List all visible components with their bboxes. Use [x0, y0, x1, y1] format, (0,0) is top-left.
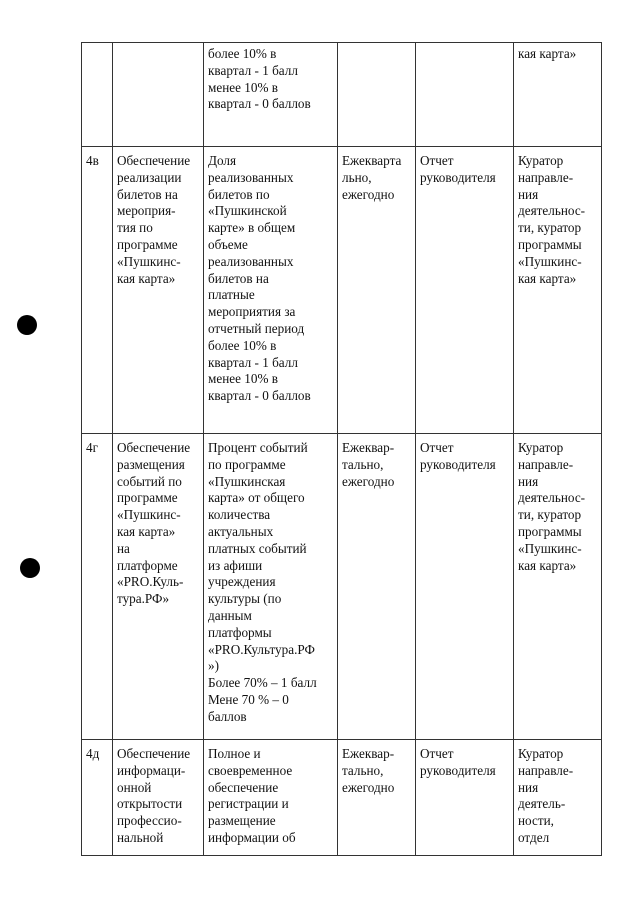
goal-cell — [113, 43, 204, 147]
cell-line: квартал - 1 балл — [208, 354, 298, 370]
cell-line: информаци- — [117, 762, 186, 778]
goal-cell — [113, 434, 204, 740]
cell-line: Куратор — [518, 440, 564, 455]
row-number-cell — [82, 43, 113, 147]
cell-line: культуры (по — [208, 591, 282, 607]
responsible-cell — [514, 434, 602, 740]
cell-line: Обеспечение — [117, 153, 191, 168]
cell-line: ния — [518, 473, 539, 489]
responsible-cell — [514, 147, 602, 434]
period-cell — [338, 740, 416, 856]
goal-cell — [113, 740, 204, 856]
report-cell — [416, 740, 514, 856]
cell-line: Отчет — [420, 746, 454, 761]
indicator-cell — [204, 43, 338, 147]
cell-line: 4в — [86, 153, 99, 168]
period-cell — [338, 43, 416, 147]
cell-line: Ежеквар- — [342, 746, 395, 761]
cell-line: карте» в общем — [208, 220, 296, 236]
cell-line: мероприятия за — [208, 304, 296, 320]
cell-line: количества — [208, 507, 271, 523]
report-cell — [416, 43, 514, 147]
cell-line: руководителя — [420, 456, 496, 472]
punch-hole — [17, 315, 37, 335]
cell-line: тия по — [117, 220, 153, 236]
cell-line: Отчет — [420, 440, 454, 455]
cell-line: квартал - 0 баллов — [208, 388, 311, 404]
cell-line: своевременное — [208, 762, 293, 778]
cell-line: Более 70% – 1 балл — [208, 675, 317, 691]
cell-line: ежегодно — [342, 779, 395, 795]
cell-line: билетов на — [208, 270, 269, 286]
cell-line: более 10% в — [208, 46, 277, 61]
cell-line: руководителя — [420, 762, 496, 778]
cell-line: Обеспечение — [117, 440, 191, 455]
indicator-cell — [204, 434, 338, 740]
cell-line: более 10% в — [208, 337, 277, 353]
cell-line: ния — [518, 186, 539, 202]
cell-line: 4г — [86, 440, 99, 455]
cell-line: билетов на — [117, 186, 178, 202]
indicator-cell — [204, 740, 338, 856]
cell-line: направле- — [518, 456, 574, 472]
cell-line: Отчет — [420, 153, 454, 168]
cell-line: ежегодно — [342, 473, 395, 489]
row-number-cell — [82, 740, 113, 856]
cell-line: деятельнос- — [518, 490, 586, 506]
cell-line: нальной — [117, 829, 164, 845]
cell-line: Ежекварта — [342, 153, 402, 168]
cell-line: размещение — [208, 813, 276, 829]
cell-line: ния — [518, 779, 539, 795]
table-row — [82, 434, 602, 740]
cell-line: актуальных — [208, 523, 274, 539]
table-row — [82, 147, 602, 434]
cell-line: информации об — [208, 829, 296, 845]
cell-line: обеспечение — [208, 779, 279, 795]
cell-line: кая карта» — [518, 46, 577, 61]
indicator-cell — [204, 147, 338, 434]
cell-line: менее 10% в — [208, 79, 278, 95]
cell-line: льно, — [342, 169, 372, 185]
cell-line: ности, — [518, 813, 554, 829]
cell-line: «PRO.Культура.РФ — [208, 641, 315, 657]
report-cell — [416, 434, 514, 740]
cell-line: реализации — [117, 169, 182, 185]
cell-line: направле- — [518, 762, 574, 778]
cell-line: «Пушкинской — [208, 203, 287, 219]
cell-line: объеме — [208, 236, 248, 252]
cell-line: «Пушкинс- — [518, 540, 582, 556]
report-cell — [416, 147, 514, 434]
cell-line: Полное и — [208, 746, 261, 761]
cell-line: программе — [117, 490, 178, 506]
cell-line: реализованных — [208, 169, 294, 185]
cell-line: профессио- — [117, 813, 182, 829]
cell-line: ежегодно — [342, 186, 395, 202]
cell-line: ти, куратор — [518, 507, 582, 523]
responsible-cell — [514, 740, 602, 856]
period-cell — [338, 147, 416, 434]
cell-line: Процент событий — [208, 440, 308, 455]
cell-line: программе — [117, 236, 178, 252]
cell-line: тура.РФ» — [117, 591, 170, 607]
cell-line: мероприя- — [117, 203, 176, 219]
cell-line: открытости — [117, 796, 183, 812]
cell-line: платные — [208, 287, 255, 303]
cell-line: платных событий — [208, 540, 307, 556]
cell-line: ти, куратор — [518, 220, 582, 236]
criteria-table — [81, 42, 602, 856]
cell-line: карта» от общего — [208, 490, 305, 506]
cell-line: деятельнос- — [518, 203, 586, 219]
cell-line: тально, — [342, 762, 384, 778]
cell-line: кая карта» — [518, 270, 577, 286]
cell-line: Доля — [208, 153, 237, 168]
cell-line: кая карта» — [117, 270, 176, 286]
cell-line: на — [117, 540, 130, 556]
cell-line: кая карта» — [518, 557, 577, 573]
cell-line: Куратор — [518, 153, 564, 168]
cell-line: руководителя — [420, 169, 496, 185]
row-number-cell — [82, 434, 113, 740]
cell-line: Куратор — [518, 746, 564, 761]
cell-line: Мене 70 % – 0 — [208, 691, 289, 707]
cell-line: «Пушкинс- — [117, 507, 181, 523]
cell-line: данным — [208, 607, 252, 623]
cell-line: квартал - 1 балл — [208, 62, 298, 78]
cell-line: программы — [518, 523, 582, 539]
cell-line: билетов по — [208, 186, 270, 202]
cell-line: квартал - 0 баллов — [208, 96, 311, 112]
cell-line: реализованных — [208, 253, 294, 269]
row-number-cell — [82, 147, 113, 434]
cell-line: «Пушкинс- — [518, 253, 582, 269]
cell-line: отчетный период — [208, 320, 305, 336]
table-row — [82, 740, 602, 856]
cell-line: событий по — [117, 473, 182, 489]
cell-line: деятель- — [518, 796, 566, 812]
period-cell — [338, 434, 416, 740]
cell-line: «PRO.Куль- — [117, 574, 184, 590]
cell-line: программы — [518, 236, 582, 252]
cell-line: учреждения — [208, 574, 276, 590]
cell-line: регистрации и — [208, 796, 289, 812]
cell-line: по программе — [208, 456, 286, 472]
cell-line: платформы — [208, 624, 272, 640]
cell-line: кая карта» — [117, 523, 176, 539]
cell-line: онной — [117, 779, 152, 795]
cell-line: Ежеквар- — [342, 440, 395, 455]
goal-cell — [113, 147, 204, 434]
table-body — [82, 43, 602, 856]
cell-line: ») — [208, 658, 219, 674]
cell-line: платформе — [117, 557, 178, 573]
cell-line: баллов — [208, 708, 247, 724]
cell-line: направле- — [518, 169, 574, 185]
punch-hole — [20, 558, 40, 578]
cell-line: из афиши — [208, 557, 263, 573]
cell-line: «Пушкинс- — [117, 253, 181, 269]
cell-line: менее 10% в — [208, 371, 278, 387]
cell-line: отдел — [518, 829, 550, 845]
cell-line: тально, — [342, 456, 384, 472]
cell-line: Обеспечение — [117, 746, 191, 761]
table-row — [82, 43, 602, 147]
cell-line: размещения — [117, 456, 185, 472]
cell-line: «Пушкинская — [208, 473, 286, 489]
cell-line: 4д — [86, 746, 100, 761]
responsible-cell — [514, 43, 602, 147]
